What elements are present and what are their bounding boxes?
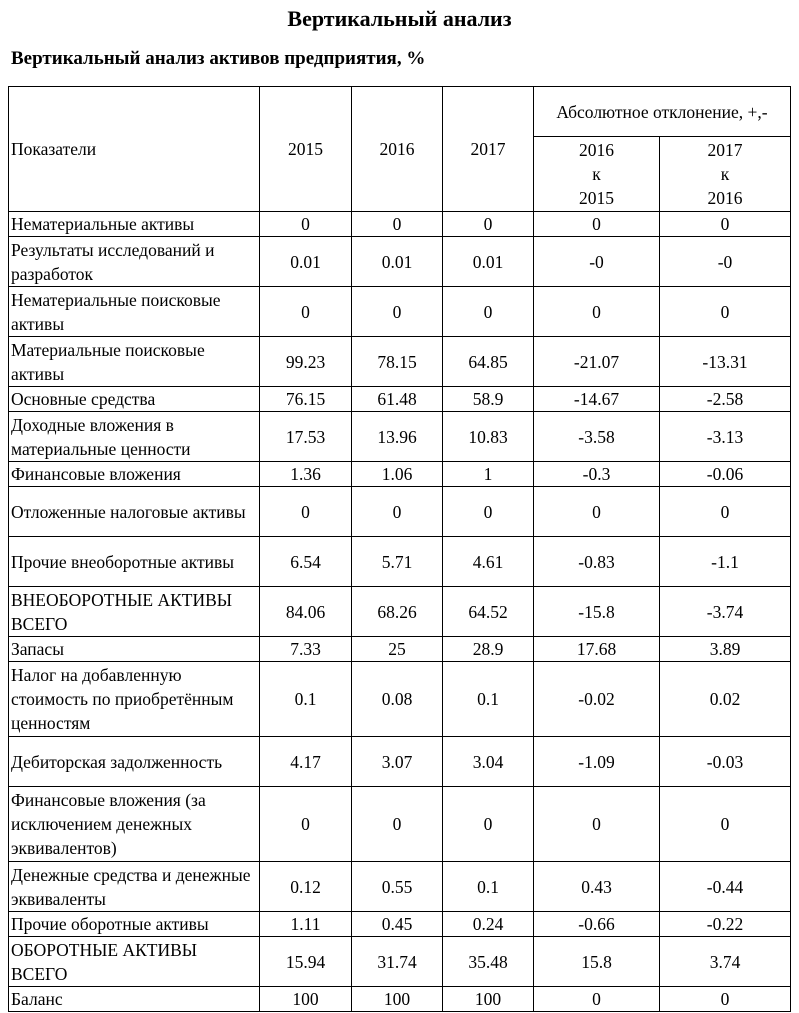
table-row [9, 487, 791, 537]
cell-deviation-2016-vs-2015: 0.43 [534, 862, 660, 912]
cell-deviation-2017-vs-2016: -0.06 [660, 462, 791, 487]
table-row [9, 912, 791, 937]
row-label: ВНЕОБОРОТНЫЕ АКТИВЫ ВСЕГО [9, 587, 260, 637]
cell-deviation-2016-vs-2015: -3.58 [534, 412, 660, 462]
row-label: Доходные вложения в материальные ценности [9, 412, 260, 462]
cell-value-2015: 76.15 [260, 387, 352, 412]
dev-header-connector: к [592, 164, 601, 184]
cell-value-2015: 7.33 [260, 637, 352, 662]
row-label: Нематериальные активы [9, 212, 260, 237]
cell-value-2015: 15.94 [260, 937, 352, 987]
cell-value-2016: 0.08 [352, 662, 443, 737]
cell-deviation-2016-vs-2015: -0.02 [534, 662, 660, 737]
row-label: Нематериальные поисковые активы [9, 287, 260, 337]
cell-value-2016: 25 [352, 637, 443, 662]
cell-value-2015: 0 [260, 212, 352, 237]
cell-value-2016: 68.26 [352, 587, 443, 637]
row-label: Отложенные налоговые активы [9, 487, 260, 537]
table-row [9, 587, 791, 637]
cell-deviation-2017-vs-2016: -0.44 [660, 862, 791, 912]
cell-value-2017: 0.24 [443, 912, 534, 937]
dev-header-year-b: 2016 [707, 188, 743, 208]
table-row [9, 337, 791, 387]
cell-deviation-2017-vs-2016: 0 [660, 987, 791, 1012]
cell-value-2015: 17.53 [260, 412, 352, 462]
row-label: Прочие оборотные активы [9, 912, 260, 937]
document-title: Вертикальный анализ [287, 6, 512, 31]
table-caption: Вертикальный анализ активов предприятия, % [11, 48, 426, 69]
cell-value-2017: 0 [443, 487, 534, 537]
column-header-year-2015: 2015 [260, 87, 352, 212]
row-label: Финансовые вложения (за исключением денежных эквивалентов) [9, 787, 260, 862]
cell-deviation-2017-vs-2016: -2.58 [660, 387, 791, 412]
row-label: Налог на добавленную стоимость по приобретённым ценностям [9, 662, 260, 737]
cell-deviation-2017-vs-2016: 0.02 [660, 662, 791, 737]
cell-value-2015: 0.01 [260, 237, 352, 287]
cell-deviation-2016-vs-2015: -21.07 [534, 337, 660, 387]
cell-deviation-2016-vs-2015: 0 [534, 987, 660, 1012]
table-body [9, 212, 791, 1012]
cell-value-2017: 0.01 [443, 237, 534, 287]
column-header-deviation: Абсолютное отклонение, +,- [534, 87, 791, 137]
table-row [9, 212, 791, 237]
cell-deviation-2017-vs-2016: 0 [660, 487, 791, 537]
cell-value-2016: 0.55 [352, 862, 443, 912]
cell-value-2015: 100 [260, 987, 352, 1012]
table-row [9, 662, 791, 737]
cell-value-2017: 0 [443, 787, 534, 862]
cell-value-2016: 0 [352, 787, 443, 862]
cell-value-2017: 0.1 [443, 662, 534, 737]
row-label: Финансовые вложения [9, 462, 260, 487]
cell-deviation-2017-vs-2016: -0.22 [660, 912, 791, 937]
cell-deviation-2016-vs-2015: 0 [534, 487, 660, 537]
row-label: Основные средства [9, 387, 260, 412]
cell-value-2015: 0.1 [260, 662, 352, 737]
cell-deviation-2017-vs-2016: 0 [660, 787, 791, 862]
cell-value-2017: 28.9 [443, 637, 534, 662]
dev-header-connector: к [720, 164, 730, 184]
cell-value-2017: 58.9 [443, 387, 534, 412]
cell-value-2017: 100 [443, 987, 534, 1012]
cell-deviation-2016-vs-2015: 0 [534, 787, 660, 862]
cell-value-2015: 0 [260, 787, 352, 862]
table-row [9, 637, 791, 662]
vertical-analysis-table [8, 86, 791, 1012]
dev-header-year-a: 2016 [579, 140, 614, 160]
row-label: Прочие внеоборотные активы [9, 537, 260, 587]
cell-deviation-2016-vs-2015: -0.83 [534, 537, 660, 587]
cell-value-2017: 35.48 [443, 937, 534, 987]
column-header-dev-2016-vs-2015 [534, 137, 660, 212]
cell-deviation-2017-vs-2016: -0 [660, 237, 791, 287]
cell-value-2017: 10.83 [443, 412, 534, 462]
table-row [9, 237, 791, 287]
table-row [9, 937, 791, 987]
cell-deviation-2016-vs-2015: -0.3 [534, 462, 660, 487]
cell-deviation-2017-vs-2016: -3.13 [660, 412, 791, 462]
cell-value-2015: 99.23 [260, 337, 352, 387]
table-row [9, 862, 791, 912]
table-row [9, 737, 791, 787]
cell-deviation-2017-vs-2016: 3.89 [660, 637, 791, 662]
table-row [9, 987, 791, 1012]
cell-value-2016: 0.01 [352, 237, 443, 287]
table-row [9, 537, 791, 587]
cell-value-2017: 4.61 [443, 537, 534, 587]
row-label: ОБОРОТНЫЕ АКТИВЫ ВСЕГО [9, 937, 260, 987]
cell-deviation-2016-vs-2015: -1.09 [534, 737, 660, 787]
table-row [9, 787, 791, 862]
cell-value-2016: 3.07 [352, 737, 443, 787]
cell-value-2016: 0 [352, 487, 443, 537]
cell-value-2015: 84.06 [260, 587, 352, 637]
table-row [9, 287, 791, 337]
cell-deviation-2016-vs-2015: 0 [534, 212, 660, 237]
cell-value-2017: 3.04 [443, 737, 534, 787]
row-label: Запасы [9, 637, 260, 662]
cell-deviation-2016-vs-2015: 17.68 [534, 637, 660, 662]
cell-value-2016: 0 [352, 212, 443, 237]
cell-value-2017: 0 [443, 212, 534, 237]
cell-value-2017: 0 [443, 287, 534, 337]
cell-deviation-2017-vs-2016: -3.74 [660, 587, 791, 637]
row-label: Материальные поисковые активы [9, 337, 260, 387]
cell-deviation-2017-vs-2016: -1.1 [660, 537, 791, 587]
table-row [9, 462, 791, 487]
cell-deviation-2016-vs-2015: -14.67 [534, 387, 660, 412]
dev-header-year-a: 2017 [707, 140, 743, 160]
table-row [9, 412, 791, 462]
cell-deviation-2016-vs-2015: 15.8 [534, 937, 660, 987]
cell-value-2015: 1.11 [260, 912, 352, 937]
cell-value-2017: 64.52 [443, 587, 534, 637]
row-label: Дебиторская задолженность [9, 737, 260, 787]
cell-value-2016: 100 [352, 987, 443, 1012]
column-header-indicator: Показатели [9, 87, 260, 212]
cell-value-2015: 6.54 [260, 537, 352, 587]
cell-deviation-2017-vs-2016: -0.03 [660, 737, 791, 787]
cell-deviation-2017-vs-2016: 0 [660, 212, 791, 237]
header-row-1 [9, 87, 791, 137]
column-header-dev-2017-vs-2016 [660, 137, 791, 212]
column-header-year-2017: 2017 [443, 87, 534, 212]
dev-header-year-b: 2015 [579, 188, 614, 208]
cell-value-2016: 78.15 [352, 337, 443, 387]
cell-deviation-2017-vs-2016: 3.74 [660, 937, 791, 987]
cell-deviation-2017-vs-2016: -13.31 [660, 337, 791, 387]
cell-value-2016: 0 [352, 287, 443, 337]
cell-value-2016: 1.06 [352, 462, 443, 487]
cell-deviation-2016-vs-2015: -0 [534, 237, 660, 287]
table-row [9, 387, 791, 412]
cell-deviation-2017-vs-2016: 0 [660, 287, 791, 337]
row-label: Баланс [9, 987, 260, 1012]
column-header-year-2016: 2016 [352, 87, 443, 212]
cell-value-2016: 61.48 [352, 387, 443, 412]
cell-value-2017: 1 [443, 462, 534, 487]
cell-value-2016: 5.71 [352, 537, 443, 587]
row-label: Денежные средства и денежные эквиваленты [9, 862, 260, 912]
cell-value-2016: 0.45 [352, 912, 443, 937]
cell-value-2015: 0.12 [260, 862, 352, 912]
cell-value-2015: 0 [260, 487, 352, 537]
cell-deviation-2016-vs-2015: 0 [534, 287, 660, 337]
cell-value-2016: 13.96 [352, 412, 443, 462]
row-label: Результаты исследований и разработок [9, 237, 260, 287]
cell-deviation-2016-vs-2015: -15.8 [534, 587, 660, 637]
cell-value-2015: 4.17 [260, 737, 352, 787]
cell-value-2017: 64.85 [443, 337, 534, 387]
cell-value-2015: 0 [260, 287, 352, 337]
cell-value-2016: 31.74 [352, 937, 443, 987]
cell-deviation-2016-vs-2015: -0.66 [534, 912, 660, 937]
cell-value-2017: 0.1 [443, 862, 534, 912]
cell-value-2015: 1.36 [260, 462, 352, 487]
